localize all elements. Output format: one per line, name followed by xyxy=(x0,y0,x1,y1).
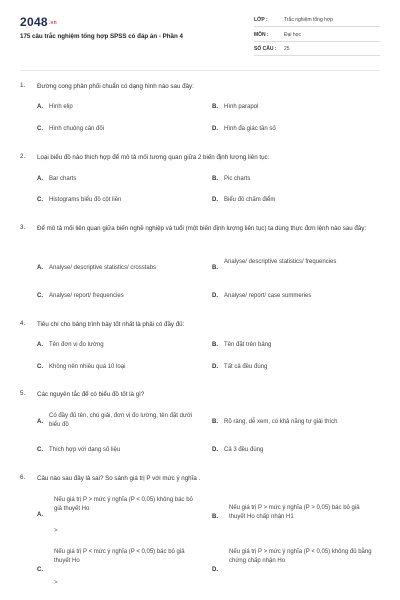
q1-option-b[interactable]: B. Hình parapol xyxy=(212,104,259,110)
question-text: Đường cong phân phối chuẩn có dạng hình nào sau đây: xyxy=(37,83,194,90)
q6-option-a-extra: > xyxy=(54,528,58,534)
question-text: Tiêu chí cho bảng trình bày tốt nhất là phải có đầy đủ: xyxy=(37,321,185,328)
q3-option-c[interactable]: C. Analyse/ report/ frequencies xyxy=(37,293,124,299)
q6-option-d[interactable]: D. Nếu giá trị P > mức ý nghĩa (P < 0,05) không đủ bằng chứng chấp nhận Ho xyxy=(212,549,372,573)
q1-option-a[interactable]: A. Hình elip xyxy=(37,104,73,110)
meta-subject: MÔN : Đại học xyxy=(254,31,380,42)
q1-option-c[interactable]: C. Hình chuông cân đối xyxy=(37,126,105,132)
q2-option-d[interactable]: D. Biểu đồ chấm điểm xyxy=(212,197,276,203)
question-text: Câu nào sau đây là sai? So sánh giá trị P với mức ý nghĩa . xyxy=(37,475,201,482)
q4-option-b[interactable]: B. Tên đặt trên bảng xyxy=(212,342,272,348)
q5-option-a[interactable]: A. Có đầy đủ tên, chú giải, đơn vị đo lường, tên đặt dưới biểu đồ xyxy=(37,413,193,428)
q6-option-a[interactable]: A. Nếu giá trị P > mức ý nghĩa (P < 0,05) không bác bỏ giả thuyết Ho xyxy=(37,497,193,518)
document-header xyxy=(0,0,400,68)
question-text: Các nguyên tắc để có biểu đồ tốt là gì? xyxy=(37,391,145,398)
q2-option-b[interactable]: B. Pic charts xyxy=(212,176,251,182)
q4-option-c[interactable]: C. Không nên nhiều quá 10 loại xyxy=(37,364,126,370)
q6-option-c[interactable]: C. Nếu giá trị P < mức ý nghĩa (P < 0,05) bác bỏ giả thuyết Ho xyxy=(37,549,185,573)
q2-option-c[interactable]: C. Histograms biểu đồ cột liền xyxy=(37,197,122,203)
q1-option-d[interactable]: D. Hình đa giác tần số xyxy=(212,126,276,132)
q5-option-c[interactable]: C. Thích hợp với dạng số liệu xyxy=(37,447,121,453)
q4-option-a[interactable]: A. Tên đơn vị đo lường xyxy=(37,342,104,348)
question-1: 1. Đường cong phân phối chuẩn có dạng hình nào sau đây: xyxy=(20,82,380,91)
question-text: Để mô tả mối liên quan giữa biến nghề nghiệp và tuổi (một biến định lượng liên tục) ta dùng thực đơn lệnh nào sau đây: xyxy=(37,225,367,232)
q5-option-b[interactable]: B. Rõ ràng, dễ xem, có khả năng tự giải thích xyxy=(212,419,338,425)
meta-class: LỚP : Trắc nghiệm tổng hợp xyxy=(254,16,380,27)
q3-option-d[interactable]: D. Analyse/ report/ case summeries xyxy=(212,293,312,299)
meta-count: SỐ CÂU : 25 xyxy=(254,45,380,56)
question-text: Loại biểu đồ nào thích hợp để mô tả mối tương quan giữa 2 biến định lượng liên tục: xyxy=(37,154,270,161)
question-5: 5. Các nguyên tắc để có biểu đồ tốt là gì? xyxy=(20,390,380,399)
site-logo[interactable]: 2048.vn xyxy=(20,15,58,29)
q3-option-b[interactable]: B. Analyse/ descriptive statistics/ frequencies xyxy=(212,259,337,271)
question-2: 2. Loại biểu đồ nào thích hợp để mô tả mối tương quan giữa 2 biến định lượng liên tục: xyxy=(20,153,380,162)
page-title: 175 câu trắc nghiệm tổng hợp SPSS có đáp án - Phần 4 xyxy=(20,33,183,40)
q4-option-d[interactable]: D. Tất cả đều đúng xyxy=(212,364,268,370)
header-divider xyxy=(20,70,380,71)
question-4: 4. Tiêu chí cho bảng trình bày tốt nhất là phải có đầy đủ: xyxy=(20,320,380,329)
q6-option-c-extra: > xyxy=(54,580,58,586)
q5-option-d[interactable]: D. Cả 3 đều đúng xyxy=(212,447,264,453)
q3-option-a[interactable]: A. Analyse/ descriptive statistics/ crosstabs xyxy=(37,265,157,271)
q6-option-b[interactable]: B. Nếu giá trị P > mức ý nghĩa (P > 0,05) bác bỏ giả thuyết Ho chấp nhận H1 xyxy=(212,505,360,520)
q2-option-a[interactable]: A. Bar charts xyxy=(37,176,77,182)
question-3: 3. Để mô tả mối liên quan giữa biến nghề nghiệp và tuổi (một biến định lượng liên tục) ta dùng thực đơn lệnh nào sau đây: xyxy=(20,224,367,232)
question-6: 6. Câu nào sau đây là sai? So sánh giá trị P với mức ý nghĩa . xyxy=(20,474,380,483)
